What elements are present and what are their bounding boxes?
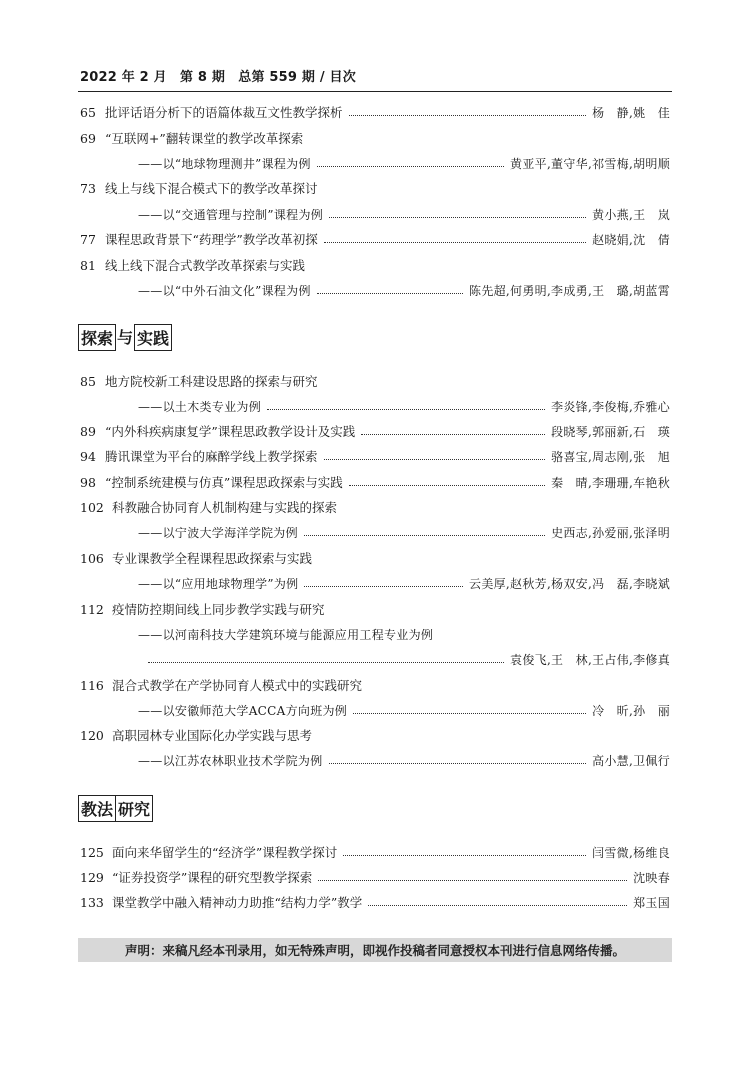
page-number: 85 xyxy=(80,373,96,389)
page-header: 2022 年 2 月 第 8 期 总第 559 期 / 目次 xyxy=(80,70,356,85)
entry-title: 课堂教学中融入精神动力助推“结构力学”教学 xyxy=(112,895,363,910)
entry-title: 科教融合协同育人机制构建与实践的探索 xyxy=(112,500,338,515)
toc-subentry xyxy=(80,280,670,300)
toc-entry[interactable] xyxy=(80,446,670,466)
page-number: 98 xyxy=(80,474,96,490)
section-heading-explore-practice xyxy=(78,324,172,351)
section-heading-part: 实践 xyxy=(134,324,172,351)
copyright-notice: 声明：来稿凡经本刊录用，如无特殊声明，即视作投稿者同意授权本刊进行信息网络传播。 xyxy=(78,938,672,962)
page-number: 116 xyxy=(80,677,104,693)
entry-subtitle: ——以“应用地球物理学”为例 xyxy=(138,576,299,591)
toc-entry[interactable] xyxy=(80,178,670,198)
entry-authors: 李炎锋,李俊梅,乔雅心 xyxy=(551,399,670,414)
toc-entry[interactable] xyxy=(80,842,670,862)
entry-authors: 黄亚平,董守华,祁雪梅,胡明顺 xyxy=(510,156,670,171)
page-number: 94 xyxy=(80,448,96,464)
dot-leader xyxy=(349,485,545,486)
entry-authors: 骆喜宝,周志刚,张 旭 xyxy=(551,449,670,464)
entry-authors: 闫雪微,杨维良 xyxy=(592,845,670,860)
dot-leader xyxy=(318,880,627,881)
toc-entry[interactable] xyxy=(80,725,670,745)
toc-entry[interactable] xyxy=(80,371,670,391)
dot-leader xyxy=(368,905,627,906)
toc-entry[interactable] xyxy=(80,472,670,492)
toc-entry[interactable] xyxy=(80,128,670,148)
dot-leader xyxy=(267,409,545,410)
toc-entry[interactable] xyxy=(80,102,670,122)
dot-leader xyxy=(343,855,586,856)
entry-title: 课程思政背景下“药理学”教学改革初探 xyxy=(105,232,318,247)
toc-subentry xyxy=(80,573,670,593)
toc-entry[interactable] xyxy=(80,229,670,249)
entry-subtitle: ——以“地球物理测井”课程为例 xyxy=(138,156,311,171)
entry-authors: 云美厚,赵秋芳,杨双安,冯 磊,李晓斌 xyxy=(469,576,670,591)
entry-title: 批评话语分析下的语篇体裁互文性教学探析 xyxy=(105,105,343,120)
dot-leader xyxy=(361,434,545,435)
entry-subtitle: ——以河南科技大学建筑环境与能源应用工程专业为例 xyxy=(138,627,434,642)
section-heading-part: 教法 xyxy=(78,795,116,822)
dot-leader xyxy=(324,242,586,243)
dot-leader xyxy=(349,115,587,116)
header-divider xyxy=(78,91,672,92)
dot-leader xyxy=(317,293,463,294)
toc-subentry-continued xyxy=(80,649,670,669)
page-number: 106 xyxy=(80,550,104,566)
entry-title: 面向来华留学生的“经济学”课程教学探讨 xyxy=(112,845,338,860)
toc-subentry xyxy=(80,396,670,416)
page-number: 133 xyxy=(80,894,104,910)
dot-leader xyxy=(324,459,546,460)
dot-leader xyxy=(317,166,504,167)
entry-title: 线上线下混合式教学改革探索与实践 xyxy=(105,258,306,273)
entry-title: 疫情防控期间线上同步教学实践与研究 xyxy=(112,602,325,617)
toc-entry[interactable] xyxy=(80,599,670,619)
page-number: 89 xyxy=(80,423,96,439)
entry-authors: 史西志,孙爱丽,张泽明 xyxy=(551,525,670,540)
page-number: 112 xyxy=(80,601,104,617)
toc-entry[interactable] xyxy=(80,548,670,568)
page-number: 120 xyxy=(80,727,104,743)
dot-leader xyxy=(148,662,504,663)
entry-title: 高职园林专业国际化办学实践与思考 xyxy=(112,728,313,743)
page-number: 65 xyxy=(80,104,96,120)
entry-authors: 陈先超,何勇明,李成勇,王 璐,胡蓝霄 xyxy=(469,283,670,298)
toc-subentry xyxy=(80,700,670,720)
entry-authors: 赵晓娟,沈 倩 xyxy=(592,232,670,247)
entry-title: 混合式教学在产学协同育人模式中的实践研究 xyxy=(112,678,363,693)
entry-authors: 郑玉国 xyxy=(633,895,670,910)
page-number: 77 xyxy=(80,231,96,247)
entry-title: “内外科疾病康复学”课程思政教学设计及实践 xyxy=(105,424,356,439)
entry-authors: 黄小燕,王 岚 xyxy=(592,207,670,222)
entry-subtitle: ——以安徽师范大学ACCA方向班为例 xyxy=(138,703,348,718)
page-number: 125 xyxy=(80,844,104,860)
entry-authors: 段晓琴,郭丽新,石 瑛 xyxy=(551,424,670,439)
toc-entry[interactable] xyxy=(80,867,670,887)
toc-subentry xyxy=(80,153,670,173)
entry-subtitle: ——以宁波大学海洋学院为例 xyxy=(138,525,298,540)
toc-entry[interactable] xyxy=(80,892,670,912)
dot-leader xyxy=(304,586,463,587)
toc-subentry xyxy=(80,624,670,644)
entry-subtitle: ——以“中外石油文化”课程为例 xyxy=(138,283,311,298)
toc-entry[interactable] xyxy=(80,421,670,441)
entry-title: 地方院校新工科建设思路的探索与研究 xyxy=(105,374,318,389)
entry-title: 线上与线下混合模式下的教学改革探讨 xyxy=(105,181,318,196)
toc-entry[interactable] xyxy=(80,255,670,275)
toc-subentry xyxy=(80,750,670,770)
section-heading-part: 与 xyxy=(117,328,134,347)
entry-subtitle: ——以“交通管理与控制”课程为例 xyxy=(138,207,324,222)
entry-title: 腾讯课堂为平台的麻醉学线上教学探索 xyxy=(105,449,318,464)
entry-title: “互联网+”翻转课堂的教学改革探索 xyxy=(105,131,304,146)
entry-authors: 杨 静,姚 佳 xyxy=(592,105,670,120)
entry-authors: 沈映春 xyxy=(633,870,670,885)
entry-authors: 袁俊飞,王 林,王占伟,李修真 xyxy=(510,652,670,667)
section-heading-part: 探索 xyxy=(78,324,116,351)
entry-authors: 秦 晴,李珊珊,车艳秋 xyxy=(551,475,670,490)
toc-entry[interactable] xyxy=(80,675,670,695)
entry-title: “证券投资学”课程的研究型教学探索 xyxy=(112,870,313,885)
entry-title: 专业课教学全程课程思政探索与实践 xyxy=(112,551,313,566)
page-number: 129 xyxy=(80,869,104,885)
entry-authors: 冷 昕,孙 丽 xyxy=(592,703,670,718)
entry-authors: 高小慧,卫佩行 xyxy=(592,753,670,768)
entry-title: “控制系统建模与仿真”课程思政探索与实践 xyxy=(105,475,343,490)
section-heading-teaching-research xyxy=(78,795,153,822)
section-heading-part: 研究 xyxy=(116,795,153,822)
page-number: 69 xyxy=(80,130,96,146)
toc-subentry xyxy=(80,204,670,224)
dot-leader xyxy=(353,713,586,714)
page-number: 81 xyxy=(80,257,96,273)
dot-leader xyxy=(329,217,586,218)
toc-entry[interactable] xyxy=(80,497,670,517)
toc-subentry xyxy=(80,522,670,542)
dot-leader xyxy=(329,763,587,764)
entry-subtitle: ——以土木类专业为例 xyxy=(138,399,262,414)
page-number: 102 xyxy=(80,499,104,515)
dot-leader xyxy=(304,535,545,536)
entry-subtitle: ——以江苏农林职业技术学院为例 xyxy=(138,753,323,768)
page-number: 73 xyxy=(80,180,96,196)
